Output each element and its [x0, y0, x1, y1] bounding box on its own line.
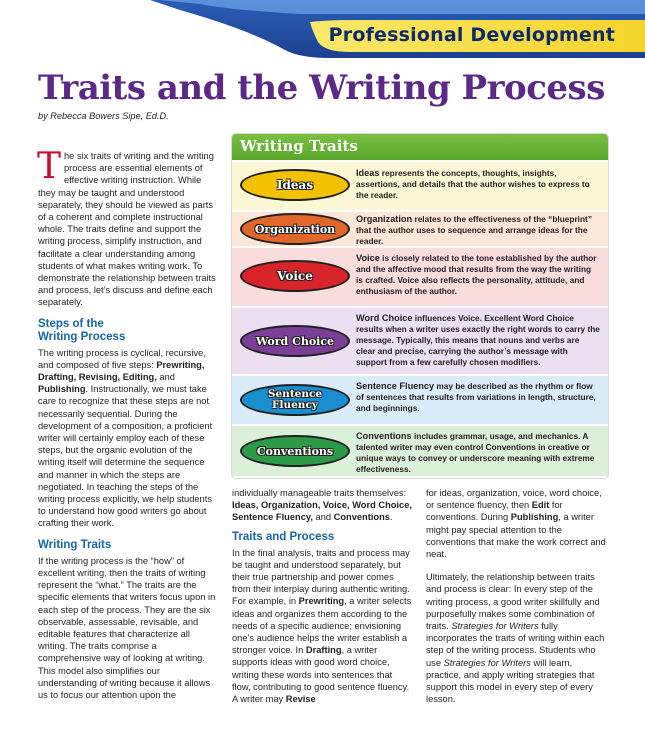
- trait-row: [232, 308, 608, 374]
- trait-row: [232, 162, 608, 210]
- steps-and: and: [156, 372, 175, 383]
- trait-name: Organization: [254, 222, 336, 236]
- traits-heading: Writing Traits: [38, 538, 112, 551]
- left-column: [37, 146, 218, 701]
- trait-name: Ideas: [276, 177, 314, 192]
- traits-box-title: Writing Traits: [240, 137, 358, 155]
- r1-text-c: for conventions. During: [426, 500, 563, 523]
- trait-description: [356, 253, 600, 297]
- traits-process-paragraph: [232, 547, 412, 706]
- middle-column: [232, 487, 412, 705]
- middle-text-1: individually manageable traits themselves:: [232, 488, 407, 498]
- trait-name: Sentence Fluency: [267, 388, 323, 411]
- word-choice-pill: [240, 325, 350, 357]
- r1-bold-publishing: Publishing: [510, 512, 559, 523]
- r1-bold-edit: Edit: [531, 500, 550, 511]
- writing-traits-box: [232, 134, 608, 478]
- middle-paragraph: [232, 487, 412, 524]
- trait-description: [356, 431, 600, 475]
- trait-description: [356, 214, 600, 247]
- banner-title: Professional Development: [328, 24, 615, 46]
- middle-bold-2: Conventions: [333, 512, 390, 523]
- trait-text: influences Voice. Excellent Word Choice results when a writer uses exactly the right words to carry the message. Typically, this means that nouns and verbs are clear and precise, carrying the author’s message with support from a few carefully chosen modifiers.: [356, 313, 600, 367]
- tp-bold-revise: Revise: [285, 694, 316, 705]
- trait-lead: Word Choice: [356, 313, 413, 323]
- r2-text-b: fully incorporates the traits of writing within each step of the writing process. Students who use: [426, 621, 605, 668]
- trait-name: Word Choice: [255, 334, 335, 348]
- middle-end: .: [389, 512, 393, 523]
- conventions-pill: [240, 435, 350, 467]
- steps-text-2: . Instructionally, we must take care to recognize that these steps are not necessarily sequential. During the development of a composition, a proficient writer will certainly employ each of these steps, but the organic evolution of the writing itself will determine the sequence and manner in which the steps are negotiated. In teaching the steps of the writing process explicitly, we help students to understand how good writers go about crafting their work.: [38, 384, 213, 529]
- trait-name: Conventions: [256, 444, 334, 458]
- steps-bold-2: Publishing: [38, 384, 86, 395]
- r2-text-a: Ultimately, the relationship between traits and process is clear: In every step of the writing process, a good writer skillfully and purposefully makes some combination of traits.: [426, 572, 600, 632]
- trait-text: relates to the effectiveness of the “blueprint” that the author uses to sequence and arrange ideas for the reader.: [356, 214, 592, 246]
- right-column: [426, 487, 608, 705]
- article-title: Traits and the Writing Process: [38, 68, 605, 108]
- tp-bold-drafting: Drafting: [305, 645, 342, 656]
- voice-pill: [240, 260, 350, 292]
- trait-row: [232, 212, 608, 246]
- trait-text: includes grammar, usage, and mechanics. A talented writer may even control Conventions in creative or unique ways to convey or underscore meaning with extreme effectiveness.: [356, 431, 595, 474]
- trait-lead: Voice: [356, 253, 380, 263]
- steps-heading-line2: Writing Process: [38, 330, 126, 343]
- tp-text-c: , a writer selects ideas and organizes them according to the needs of a specific audience; envisioning one’s audience helps the writer establish a stronger voice. In: [232, 596, 412, 656]
- trait-text: may be described as the rhythm or flow of sentences that results from variations in length, structure, and beginnings.: [356, 381, 596, 413]
- r2-text-c: will learn, practice, and apply writing strategies that support this model in every step of every lesson.: [426, 657, 595, 705]
- intro-text: he six traits of writing and the writing process are essential elements of effective writing instruction. While they may be taught and understood separately, they should be viewed as parts of a coherent and complete instructional whole. The traits define and support the writing process, simplify instruction, and facilitate a clear understanding among students of what makes writing work. To demonstrate the relationship between traits and process, let’s discuss and define each separately.: [38, 151, 216, 308]
- traits-paragraph: If the writing process is the “how” of excellent writing, then the traits of writing represent the “what.” The traits are the specific elements that writers focus upon in each step of the process. They are the six observable, assessable, revisable, and editable features that characterize all writing. The traits comprise a comprehensive way of looking at writing. This model also simplifies our understanding of writing because it allows us to focus our attention upon the: [38, 555, 216, 700]
- trait-lead: Organization: [356, 214, 413, 224]
- trait-lead: Conventions: [356, 431, 412, 441]
- trait-description: [356, 381, 600, 414]
- middle-bold-1: Ideas, Organization, Voice, Word Choice, Sentence Fluency,: [232, 500, 412, 523]
- dropcap: T: [37, 146, 62, 187]
- steps-bold-1: Prewriting, Drafting, Revising, Editing,: [38, 359, 205, 383]
- sentence-fluency-pill: [240, 384, 350, 416]
- trait-row: [232, 376, 608, 424]
- right-paragraph-1: [426, 487, 608, 560]
- traits-box-header: [232, 134, 608, 160]
- intro-paragraph: [37, 146, 218, 309]
- tp-bold-prewriting: Prewriting: [298, 596, 345, 607]
- trait-description: [356, 313, 600, 368]
- trait-name: Voice: [277, 268, 313, 283]
- trait-description: [356, 168, 600, 201]
- steps-text-1: The writing process is cyclical, recursive, and composed of five steps:: [38, 347, 206, 370]
- r1-text-a: for ideas, organization, voice, word choice, or sentence fluency, then: [426, 488, 602, 511]
- trait-row: [232, 426, 608, 476]
- middle-and: and: [312, 512, 334, 523]
- steps-heading-line1: Steps of the: [38, 317, 104, 330]
- ideas-pill: [240, 169, 350, 201]
- trait-lead: Ideas: [356, 168, 380, 178]
- trait-lead: Sentence Fluency: [356, 381, 435, 391]
- trait-row: [232, 248, 608, 306]
- steps-heading: [38, 318, 218, 344]
- steps-paragraph: [38, 347, 218, 530]
- traits-process-heading: Traits and Process: [232, 530, 335, 543]
- r1-text-e: , a writer might pay special attention to the conventions that make the work correct and neat.: [426, 512, 606, 560]
- right-paragraph-2: [426, 571, 608, 705]
- trait-text: is closely related to the tone established by the author and the affective mood that results from the way the writing is crafted. Voice also reflects the personality, attitude, and enthusiasm of the author.: [356, 253, 597, 296]
- tp-text-a: In the final analysis, traits and process may be taught and understood separately, but their true partnership and power comes from their interplay during authentic writing. For example, in: [232, 547, 410, 607]
- r2-italic-1: Strategies for Writers: [451, 621, 539, 632]
- byline: by Rebecca Bowers Sipe, Ed.D.: [38, 111, 169, 121]
- r2-italic-2: Strategies for Writers: [443, 657, 531, 668]
- trait-text: represents the concepts, thoughts, insights, assertions, and details that the author wishes to express to the reader.: [356, 168, 590, 200]
- organization-pill: [240, 213, 350, 245]
- tp-text-d: , a writer supports ideas with good word choice, writing these words into sentences that flow, contributing to good sentence fluency. A writer may: [232, 645, 410, 705]
